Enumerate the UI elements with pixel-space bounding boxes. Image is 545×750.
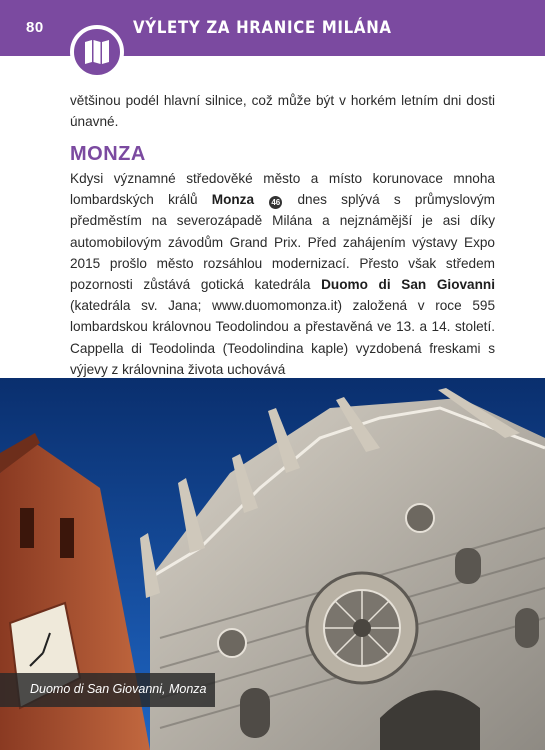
p2-text-c: (katedrála sv. Jana; www.duomomonza.it) založená v roce 595 lombardskou královnou Teodolindou a přestavěná ve 13. a 14. století. Cappella di Teodolinda (Teodolindina kaple) vyzdobená freskami s výjevy z královnina života uchovává [70,298,495,377]
photo-caption: Duomo di San Giovanni, Monza [30,682,207,696]
page-number: 80 [26,19,44,36]
monza-bold: Monza [211,192,255,208]
monza-paragraph [70,168,495,380]
section-title: MONZA [70,143,146,165]
chapter-title: VÝLETY ZA HRANICE MILÁNA [133,18,392,38]
map-marker-badge: 46 [269,196,282,209]
p2-text-a: Kdysi významné středověké město a místo korunovace mnoha lombardských králů [70,171,495,208]
map-book-icon [83,39,111,65]
intro-paragraph: většinou podél hlavní silnice, což může být v horkém letním dni dosti únavné. [70,93,495,130]
duomo-bold: Duomo di San Giovanni [321,277,495,293]
chapter-badge [70,25,124,79]
p2-text-b: dnes splývá s průmyslovým předměstím na severozápadě Milána a nejznámější je asi díky automobilovým závodům Grand Prix. Před zahájením výstavy Expo 2015 prošlo město rozsáhlou modernizací. Přesto však středem pozornosti zůstává gotická katedrála [70,192,495,293]
